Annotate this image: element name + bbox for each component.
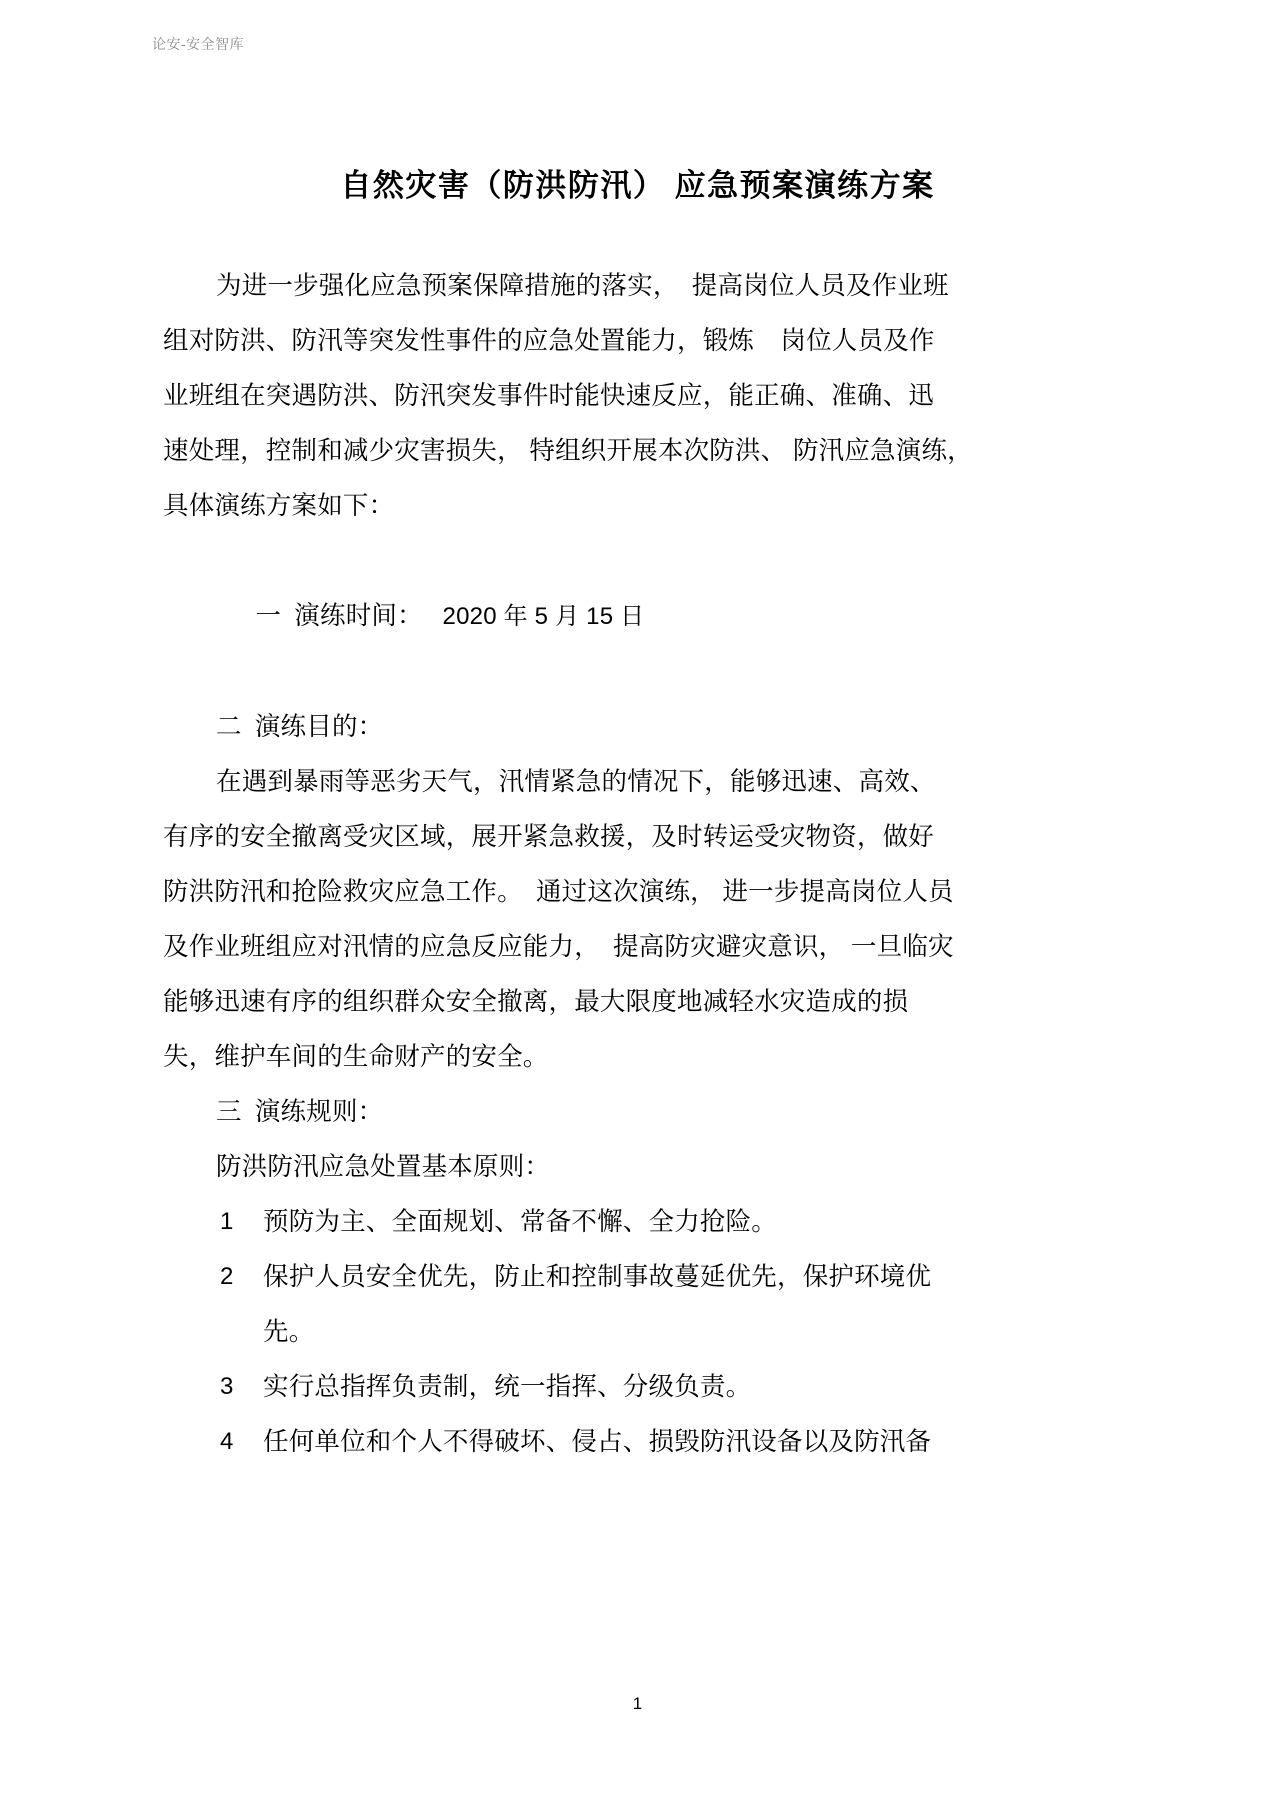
intro-line-2: 组对防洪、防汛等突发性事件的应急处置能力，锻炼 岗位人员及作: [163, 326, 935, 355]
section-three-label: 三 演练规则：: [216, 1097, 384, 1126]
intro-line-5: 具体演练方案如下：: [163, 491, 395, 520]
rule-item-2: [163, 1249, 953, 1304]
rule-number-4: 4: [220, 1428, 234, 1455]
intro-line-3: 业班组在突遇防洪、防汛突发事件时能快速反应，能正确、准确、迅: [163, 381, 935, 410]
rule-item-4: [163, 1414, 953, 1469]
rule-number-2: 2: [220, 1263, 234, 1290]
rule-text-2-continued: 先。: [263, 1317, 315, 1346]
header-watermark: 论安-安全智库: [152, 36, 245, 52]
section-one-date: 2020 年 5 月 15 日: [442, 603, 645, 630]
document-title: 自然灾害（防洪防汛） 应急预案演练方案: [340, 168, 935, 203]
section-two-line-6: 失，维护车间的生命财产的安全。: [163, 1042, 549, 1071]
section-two-line-2: 有序的安全撤离受灾区域，展开紧急救援，及时转运受灾物资，做好: [163, 822, 935, 851]
section-two-line-5: 能够迅速有序的组织群众安全撤离，最大限度地减轻水灾造成的损: [163, 987, 909, 1016]
section-one: [163, 533, 953, 699]
rule-number-1: 1: [220, 1208, 234, 1235]
rule-item-1: [163, 1194, 953, 1249]
section-one-label: 一 演练时间：: [255, 601, 423, 630]
section-two-line-3: 防洪防汛和抢险救灾应急工作。 通过这次演练， 进一步提高岗位人员: [163, 877, 954, 906]
rule-text-4: 任何单位和个人不得破坏、侵占、损毁防汛设备以及防汛备: [263, 1427, 932, 1456]
section-two-line-4: 及作业班组应对汛情的应急反应能力， 提高防灾避灾意识， 一旦临灾: [163, 932, 954, 961]
rule-text-3: 实行总指挥负责制，统一指挥、分级负责。: [263, 1372, 752, 1401]
rule-text-2: 保护人员安全优先，防止和控制事故蔓延优先，保护环境优: [263, 1262, 932, 1291]
footer-page-number: 1: [632, 1694, 643, 1713]
rule-text-1: 预防为主、全面规划、常备不懈、全力抢险。: [263, 1207, 778, 1236]
document-body: [163, 258, 973, 1469]
rule-item-3: [163, 1359, 953, 1414]
intro-line-1: 为进一步强化应急预案保障措施的落实， 提高岗位人员及作业班: [216, 271, 949, 300]
section-two-label: 二 演练目的：: [216, 712, 384, 741]
intro-line-4: 速处理，控制和减少灾害损失， 特组织开展本次防洪、 防汛应急演练，: [163, 436, 973, 465]
section-two-line-1: 在遇到暴雨等恶劣天气，汛情紧急的情况下，能够迅速、高效、: [216, 767, 936, 796]
section-three-subtitle: 防洪防汛应急处置基本原则：: [216, 1152, 551, 1181]
rule-number-3: 3: [220, 1373, 234, 1400]
